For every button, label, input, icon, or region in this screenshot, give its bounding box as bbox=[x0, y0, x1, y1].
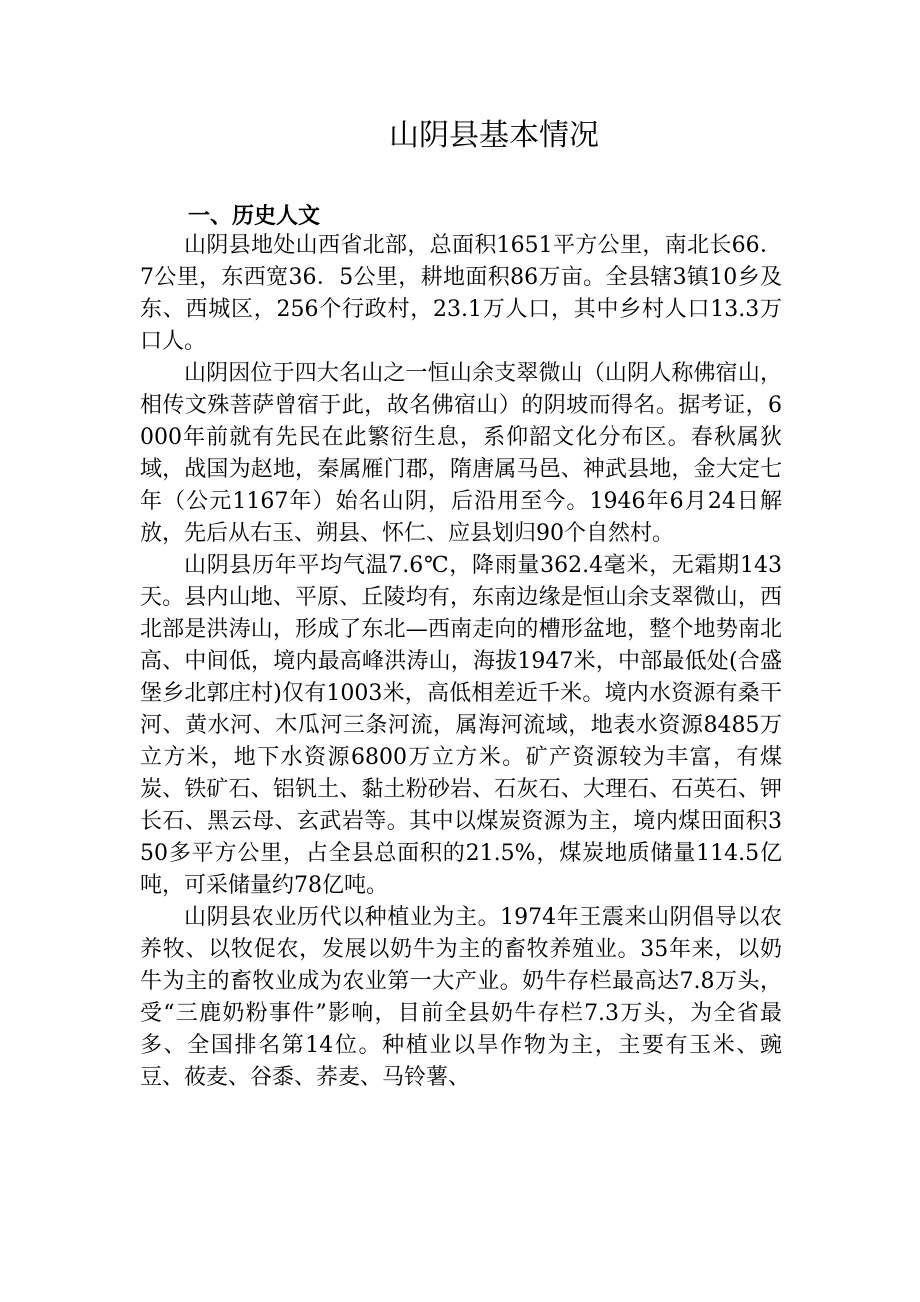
paragraph-agriculture: 山阴县农业历代以种植业为主。1974年王震来山阴倡导以农养牧、以牧促农，发展以奶牛为主的畜牧养殖业。35年来，以奶牛为主的畜牧业成为农业第一大产业。奶牛存栏最高达7.8万头，受“三鹿奶粉事件”影响，目前全县奶牛存栏7.3万头，为全省最多、全国排名第14位。种植业以旱作物为主，主要有玉米、豌豆、莜麦、谷黍、荞麦、马铃薯、 bbox=[140, 905, 782, 1090]
paragraph-overview: 山阴县地处山西省北部，总面积1651平方公里，南北长66．7公里，东西宽36．5公里，耕地面积86万亩。全县辖3镇10乡及东、西城区，256个行政村，23.1万人口，其中乡村人口13.3万口人。 bbox=[140, 233, 782, 354]
paragraph-geography: 山阴县历年平均气温7.6℃，降雨量362.4毫米，无霜期143天。县内山地、平原、丘陵均有，东南边缘是恒山余支翠微山，西北部是洪涛山，形成了东北—西南走向的槽形盆地，整个地势南北高、中间低，境内最高峰洪涛山，海拔1947米，中部最低处(合盛堡乡北郭庄村)仅有1003米，高低相差近千米。境内水资源有桑干河、黄水河、木瓜河三条河流，属海河流域，地表水资源8485万立方米，地下水资源6800万立方米。矿产资源较为丰富，有煤炭、铁矿石、铝钒土、黏土粉砂岩、石灰石、大理石、石英石、钾长石、黑云母、玄武岩等。其中以煤炭资源为主，境内煤田面积350多平方公里，占全县总面积的21.5%，煤炭地质储量114.5亿吨，可采储量约78亿吨。 bbox=[140, 553, 782, 898]
section-heading: 一、历史人文 bbox=[188, 204, 321, 229]
paragraph-history: 山阴因位于四大名山之一恒山余支翠微山（山阴人称佛宿山，相传文殊菩萨曾宿于此，故名佛宿山）的阴坡而得名。据考证，6000年前就有先民在此繁衍生息，系仰韶文化分布区。春秋属狄域，战国为赵地，秦属雁门郡，隋唐属马邑、神武县地，金大定七年（公元1167年）始名山阴，后沿用至今。1946年6月24日解放，先后从右玉、朔县、怀仁、应县划归90个自然村。 bbox=[140, 361, 782, 546]
body-text bbox=[140, 230, 782, 1094]
page-title: 山阴县基本情况 bbox=[389, 118, 599, 153]
